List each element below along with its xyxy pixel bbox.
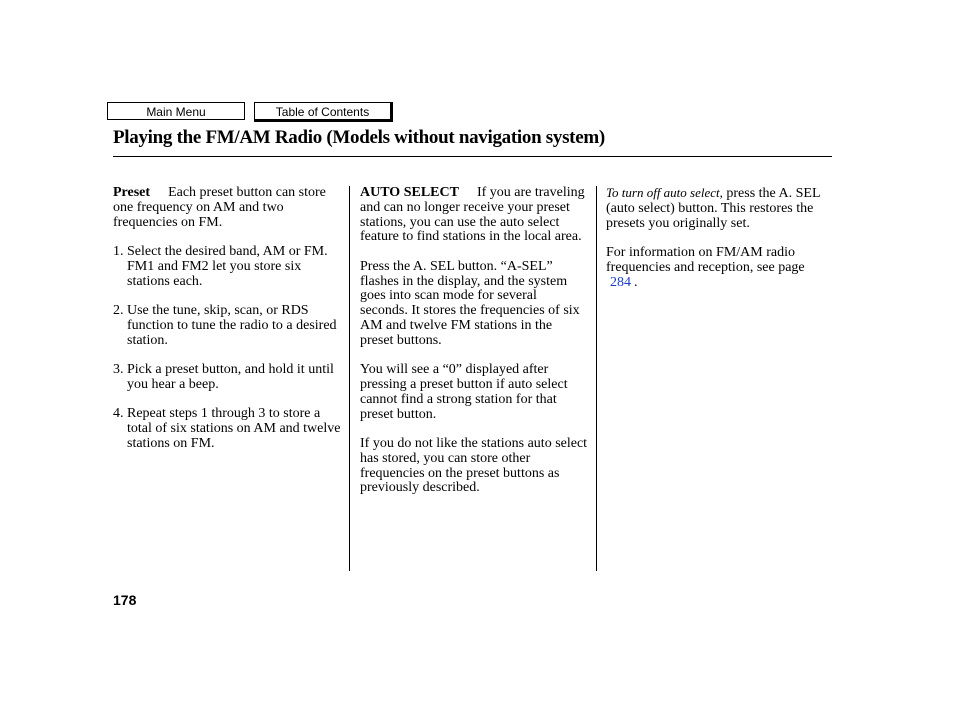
- step-text: Repeat steps 1 through 3 to store a total of six stations on AM and twelve stations on FM.: [127, 406, 341, 451]
- auto-select-paragraph: You will see a “0” displayed after pressing a preset button if auto select cannot find a strong station for that preset button.: [360, 362, 568, 422]
- column-divider-2: [596, 186, 597, 571]
- auto-select-paragraph: If you do not like the stations auto select has stored, you can store other frequencies on the preset buttons as previously described.: [360, 435, 588, 496]
- step-text: Pick a preset button, and hold it until you hear a beep.: [127, 361, 334, 392]
- preset-intro: [113, 186, 341, 230]
- list-item: [113, 363, 341, 393]
- step-number: 3.: [113, 361, 124, 377]
- list-item: [113, 304, 341, 348]
- step-number: 2.: [113, 302, 124, 318]
- main-menu-button[interactable]: Main Menu: [107, 102, 245, 120]
- page-link[interactable]: 284: [610, 274, 631, 290]
- reference-paragraph: [606, 246, 828, 290]
- turn-off-italic-lead: To turn off auto select,: [606, 185, 723, 200]
- title-divider: [113, 156, 832, 157]
- step-number: 1.: [113, 243, 124, 259]
- reference-end: .: [634, 274, 638, 290]
- turn-off-text: press the A. SEL (auto select) button. This restores the presets you originally set.: [606, 186, 820, 231]
- table-of-contents-button[interactable]: Table of Contents: [254, 102, 393, 122]
- step-number: 4.: [113, 406, 124, 422]
- column-auto-select: [360, 186, 588, 511]
- turn-off-paragraph: [606, 186, 828, 231]
- auto-select-intro: [360, 186, 588, 245]
- column-preset: [113, 186, 341, 466]
- column-turn-off: [606, 186, 828, 305]
- step-text: Use the tune, skip, scan, or RDS function to tune the radio to a desired station.: [127, 302, 337, 348]
- page-number: 178: [113, 592, 137, 608]
- preset-heading: Preset: [113, 185, 151, 200]
- preset-intro-text: Each preset button can store one frequency on AM and two frequencies on FM.: [113, 185, 326, 230]
- list-item: [113, 245, 341, 289]
- list-item: [113, 407, 341, 451]
- column-divider-1: [349, 186, 350, 571]
- reference-text: For information on FM/AM radio frequencies and reception, see page: [606, 244, 805, 275]
- auto-select-heading: AUTO SELECT: [360, 185, 459, 200]
- auto-select-intro-text: If you are traveling and can no longer receive your preset stations, you can use the auto select feature to find stations in the local area.: [360, 185, 585, 245]
- page-title: Playing the FM/AM Radio (Models without navigation system): [113, 127, 605, 148]
- auto-select-paragraph: Press the A. SEL button. “A-SEL” flashes in the display, and the system goes into scan mode for several seconds. It stores the frequencies of six AM and twelve FM stations in the preset buttons.: [360, 258, 580, 348]
- step-text: Select the desired band, AM or FM. FM1 and FM2 let you store six stations each.: [127, 243, 328, 289]
